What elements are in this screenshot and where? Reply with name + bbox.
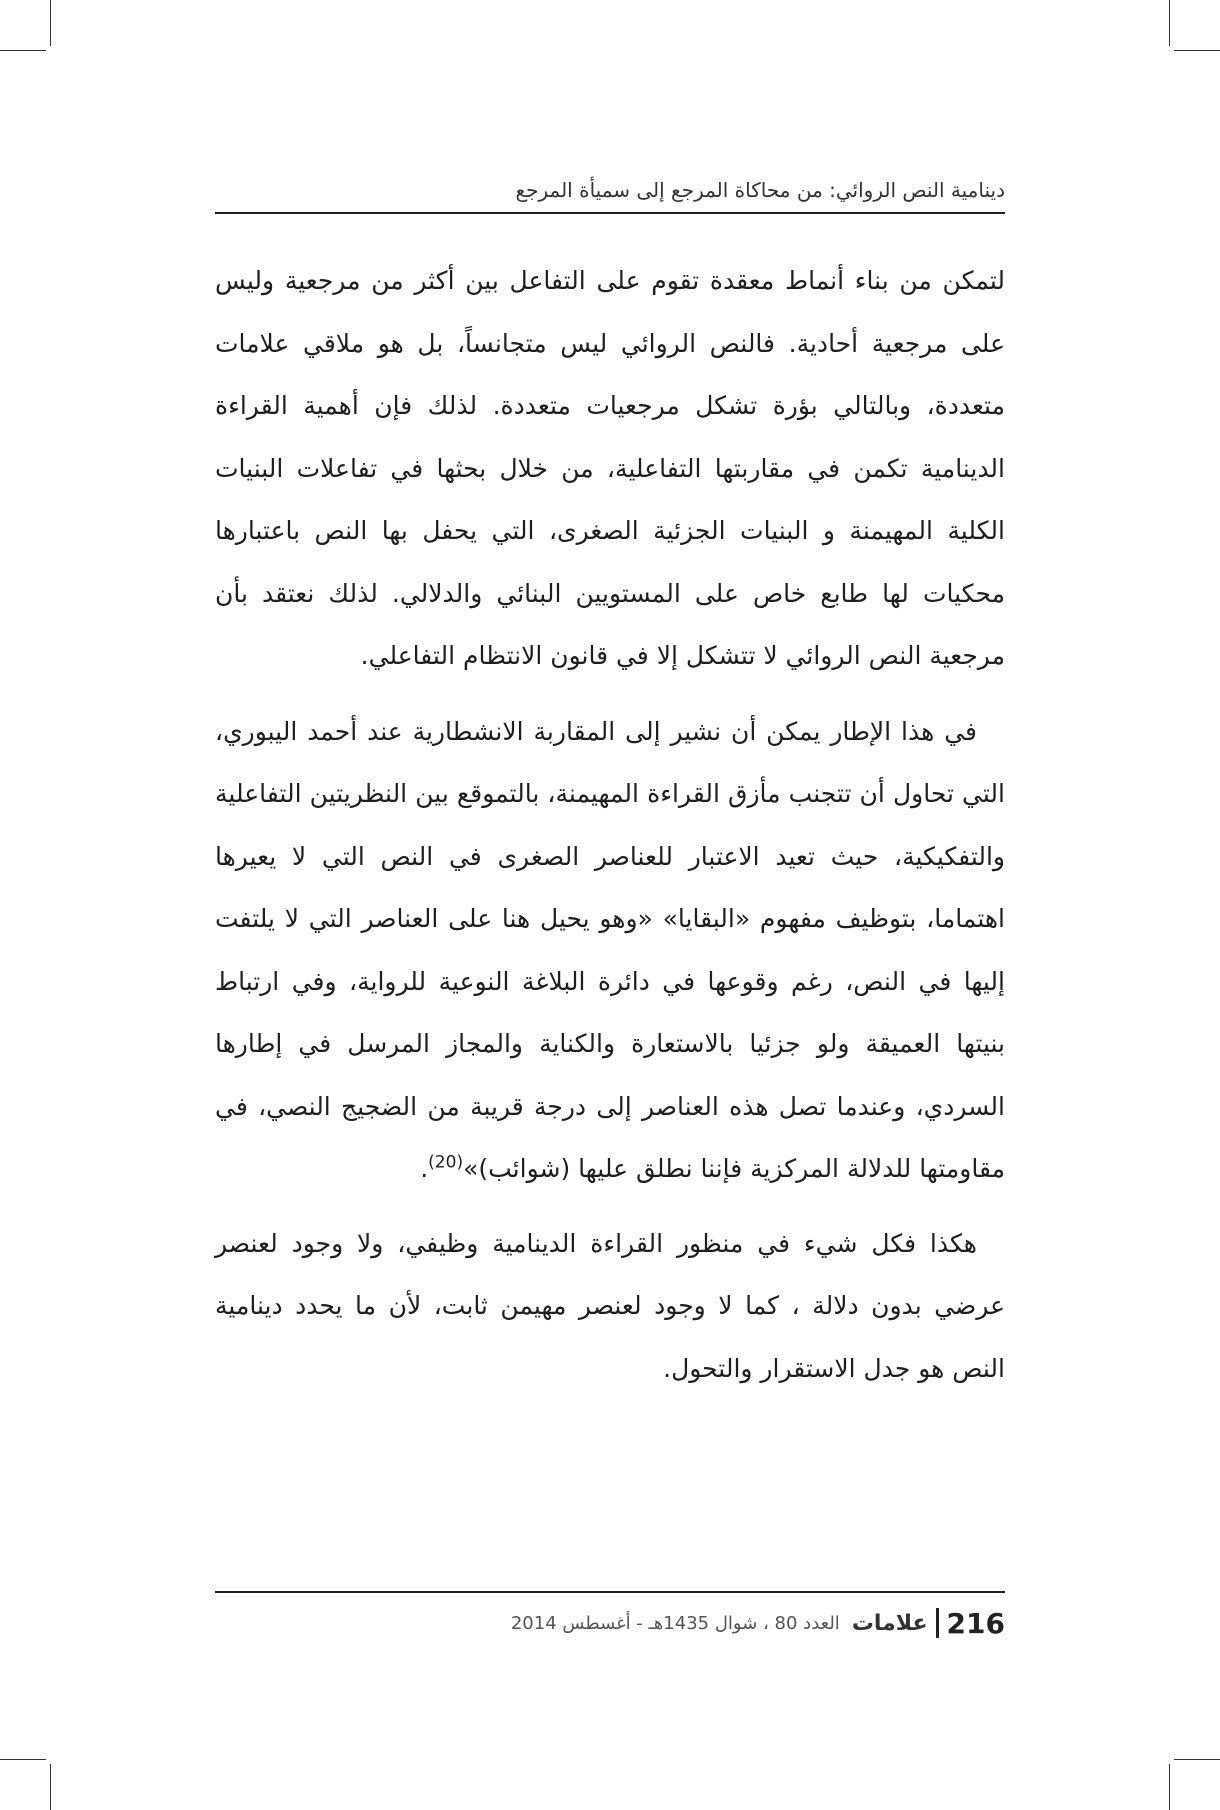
- issue-info: العدد 80 ، شوال 1435هـ - أغسطس 2014: [510, 1612, 840, 1634]
- page-number: 216: [946, 1606, 1005, 1640]
- article-body: [215, 250, 1005, 1400]
- paragraph: هكذا فكل شيء في منظور القراءة الدينامية وظيفي، ولا وجود لعنصر عرضي بدون دلالة ، كما لا وجود لعنصر مهيمن ثابت، لأن ما يحدد دينامية النص هو جدل الاستقرار والتحول.: [215, 1228, 1005, 1383]
- footer-divider: [936, 1608, 939, 1638]
- crop-mark: [1169, 1764, 1170, 1810]
- paragraph: لتمكن من بناء أنماط معقدة تقوم على التفاعل بين أكثر من مرجعية وليس على مرجعية أحادية. فالنص الروائي ليس متجانساً، بل هو ملاقي علامات متعددة، وبالتالي بؤرة تشكل مرجعيات متعددة. لذلك فإن أهمية القراءة الدينامية تكمن في مقاربتها التفاعلية، من خلال بحثها في تفاعلات البنيات الكلية المهيمنة و البنيات الجزئية الصغرى، التي يحفل بها النص باعتبارها محكيات لها طابع خاص على المستويين البنائي والدلالي. لذلك نعتقد بأن مرجعية النص الروائي لا تتشكل إلا في قانون الانتظام التفاعلي.: [215, 266, 1005, 670]
- crop-mark: [1169, 0, 1170, 46]
- footer-rule: [215, 1591, 1005, 1593]
- paragraph: [215, 701, 1005, 1201]
- crop-mark: [50, 1764, 51, 1810]
- crop-mark: [0, 50, 46, 51]
- crop-mark: [0, 1759, 46, 1760]
- footnote-reference[interactable]: (20): [428, 1152, 464, 1173]
- header-rule: [215, 212, 1005, 214]
- paragraph-text: في هذا الإطار يمكن أن نشير إلى المقاربة الانشطارية عند أحمد اليبوري، التي تحاول أن تتجنب مأزق القراءة المهيمنة، بالتموقع بين النظريتين التفاعلية والتفكيكية، حيث تعيد الاعتبار للعناصر الصغرى في النص التي لا يعيرها اهتماما، بتوظيف مفهوم «البقايا» «وهو يحيل هنا على العناصر التي لا يلتفت إليها في النص، رغم وقوعها في دائرة البلاغة النوعية للرواية، وفي ارتباط بنيتها العميقة ولو جزئيا بالاستعارة والكناية والمجاز المرسل في إطارها السردي، وعندما تصل هذه العناصر إلى درجة قريبة من الضجيج النصي، في مقاومتها للدلالة المركزية فإننا نطلق عليها (شوائب)»: [215, 716, 1005, 1183]
- page-footer: [215, 1603, 1005, 1643]
- running-head: دينامية النص الروائي: من محاكاة المرجع إلى سميأة المرجع: [515, 178, 1005, 202]
- crop-mark: [1174, 1759, 1220, 1760]
- footnote-tail: .: [420, 1154, 429, 1183]
- journal-logo: علامات: [851, 1610, 928, 1636]
- crop-mark: [50, 0, 51, 46]
- crop-mark: [1174, 50, 1220, 51]
